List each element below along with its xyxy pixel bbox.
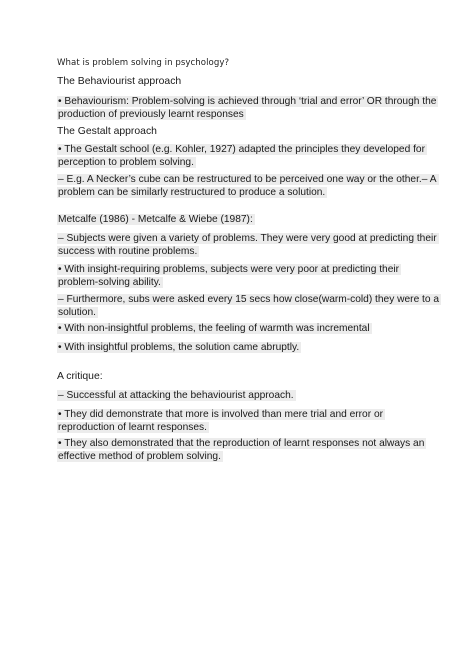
critique-p3-line-2: effective method of problem solving.: [58, 451, 221, 463]
metcalfe-p2-line-1: • With insight-requiring problems, subjects were very poor at predicting their: [58, 264, 400, 275]
behaviourist-line-2: production of previously learnt responses: [58, 109, 244, 121]
metcalfe-p4: • With non-insightful problems, the feeling of warmth was incremental: [58, 323, 370, 334]
metcalfe-paragraph-1: [57, 232, 439, 258]
gestalt-paragraph-2: [57, 173, 439, 199]
metcalfe-paragraph-3: [57, 293, 441, 319]
metcalfe-p1-line-2: success with routine problems.: [58, 246, 198, 258]
gestalt-heading: The Gestalt approach: [57, 126, 157, 137]
critique-paragraph-3: [57, 437, 426, 463]
metcalfe-paragraph-2: [57, 263, 401, 289]
metcalfe-heading-block: [57, 213, 255, 226]
metcalfe-p1-line-1: – Subjects were given a variety of problems. They were very good at predicting their: [58, 233, 437, 244]
metcalfe-paragraph-4: [57, 322, 372, 335]
gestalt-p1-line-2: perception to problem solving.: [58, 157, 194, 169]
gestalt-paragraph-1: [57, 143, 427, 169]
behaviourist-paragraph: [57, 95, 438, 121]
critique-p3-line-1: • They also demonstrated that the reproduction of learnt responses not always an: [58, 438, 425, 449]
gestalt-p2-line-2: problem can be similarly restructured to produce a solution.: [58, 187, 326, 199]
metcalfe-heading: Metcalfe (1986) - Metcalfe & Wiebe (1987):: [58, 214, 253, 225]
metcalfe-p3-line-2: solution.: [58, 307, 96, 319]
critique-heading: A critique:: [57, 371, 103, 382]
behaviourist-line-1: • Behaviourism: Problem-solving is achieved through ‘trial and error’ OR through the: [58, 96, 437, 107]
metcalfe-paragraph-5: [57, 341, 301, 354]
critique-p2-line-1: • They did demonstrate that more is involved than mere trial and error or: [58, 409, 384, 420]
critique-paragraph-2: [57, 408, 385, 434]
metcalfe-p2-line-2: problem-solving ability.: [58, 277, 161, 289]
metcalfe-p5: • With insightful problems, the solution came abruptly.: [58, 342, 300, 353]
critique-p2-line-2: reproduction of learnt responses.: [58, 422, 207, 434]
behaviourist-heading: The Behaviourist approach: [57, 76, 182, 87]
gestalt-p2-line-1: – E.g. A Necker’s cube can be restructured to be perceived one way or the other.– A: [58, 174, 437, 185]
metcalfe-p3-line-1: – Furthermore, subs were asked every 15 secs how close(warm-cold) they were to a: [58, 294, 440, 305]
critique-p1: – Successful at attacking the behaviourist approach.: [58, 390, 294, 401]
critique-paragraph-1: [57, 389, 296, 402]
document-title: What is problem solving in psychology?: [57, 58, 230, 68]
gestalt-p1-line-1: • The Gestalt school (e.g. Kohler, 1927) adapted the principles they developed for: [58, 144, 425, 155]
